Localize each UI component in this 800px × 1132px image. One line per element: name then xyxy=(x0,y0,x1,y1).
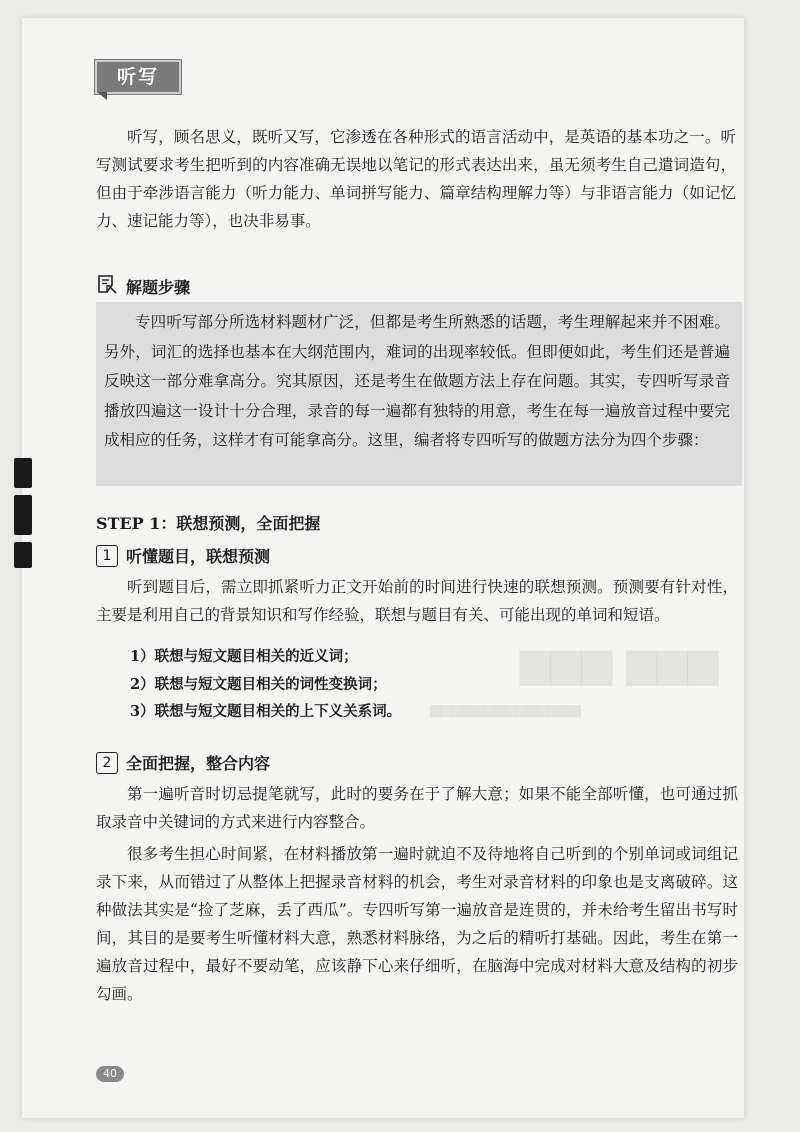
sub-heading-1 xyxy=(96,544,270,567)
steps-box xyxy=(96,302,742,486)
sub2-paragraph-1: 第一遍听音时切忌提笔就写，此时的要务在于了解大意；如果不能全部听懂，也可通过抓取录音中关键词的方式来进行内容整合。 xyxy=(96,785,738,831)
section-tab-fold xyxy=(97,92,107,100)
section-tab: 听写 xyxy=(95,60,181,94)
steps-heading xyxy=(96,274,190,298)
sub1-paragraph: 听到题目后，需立即抓紧听力正文开始前的时间进行快速的联想预测。预测要有针对性，主要是利用自己的背景知识和写作经验，联想与题目有关、可能出现的单词和短语。 xyxy=(96,578,738,624)
list-item: 1）联想与短文题目相关的近义词； xyxy=(130,648,358,665)
sub-heading-label: 听懂题目，联想预测 xyxy=(126,547,271,566)
steps-box-paragraph: 专四听写部分所选材料题材广泛，但都是考生所熟悉的话题，考生理解起来并不困难。另外，词汇的选择也基本在大纲范围内，难词的出现率较低。但即便如此，考生们还是普遍反映这一部分难拿高分。究其原因，还是考生在做题方法上存在问题。其实，专四听写录音播放四遍这一设计十分合理，录音的每一遍都有独特的用意，考生在每一遍放音过程中要完成相应的任务，这样才有可能拿高分。这里，编者将专四听写的做题方法分为四个步骤： xyxy=(104,313,730,449)
sub2-paragraph-2: 很多考生担心时间紧，在材料播放第一遍时就迫不及待地将自己听到的个别单词或词组记录下来，从而错过了从整体上把握录音材料的机会，考生对录音材料的印象也是支离破碎。这种做法其实是“捡了芝麻，丢了西瓜”。专四听写第一遍放音是连贯的，并未给考生留出书写时间，其目的是要考生听懂材料大意，熟悉材料脉络，为之后的精听打基础。因此，考生在第一遍放音过程中，最好不要动笔，应该静下心来仔细听，在脑海中完成对材料大意及结构的初步勾画。 xyxy=(96,845,738,1003)
intro-paragraph: 听写，顾名思义，既听又写，它渗透在各种形式的语言活动中，是英语的基本功之一。听写测试要求考生把听到的内容准确无误地以笔记的形式表达出来，虽无须考生自己遣词造句，但由于牵涉语言能力（听力能力、单词拼写能力、篇章结构理解力等）与非语言能力（如记忆力、速记能力等），也决非易事。 xyxy=(96,128,736,230)
steps-heading-label: 解题步骤 xyxy=(126,277,191,297)
list-item: 2）联想与短文题目相关的词性变换词； xyxy=(130,675,387,693)
step-title: STEP 1：联想预测，全面把握 xyxy=(96,514,321,533)
sub-heading-2 xyxy=(96,751,270,774)
number-badge: 1 xyxy=(96,545,118,567)
sub-heading-label: 全面把握，整合内容 xyxy=(126,754,271,773)
binder-mark xyxy=(14,458,32,488)
binder-mark xyxy=(14,542,32,568)
number-badge: 2 xyxy=(96,752,118,774)
list-item: 3）联想与短文题目相关的上下义关系词。 xyxy=(130,703,402,720)
binder-mark xyxy=(14,495,32,535)
association-list xyxy=(130,643,401,726)
page-number: 40 xyxy=(96,1066,124,1082)
note-icon xyxy=(96,273,118,299)
